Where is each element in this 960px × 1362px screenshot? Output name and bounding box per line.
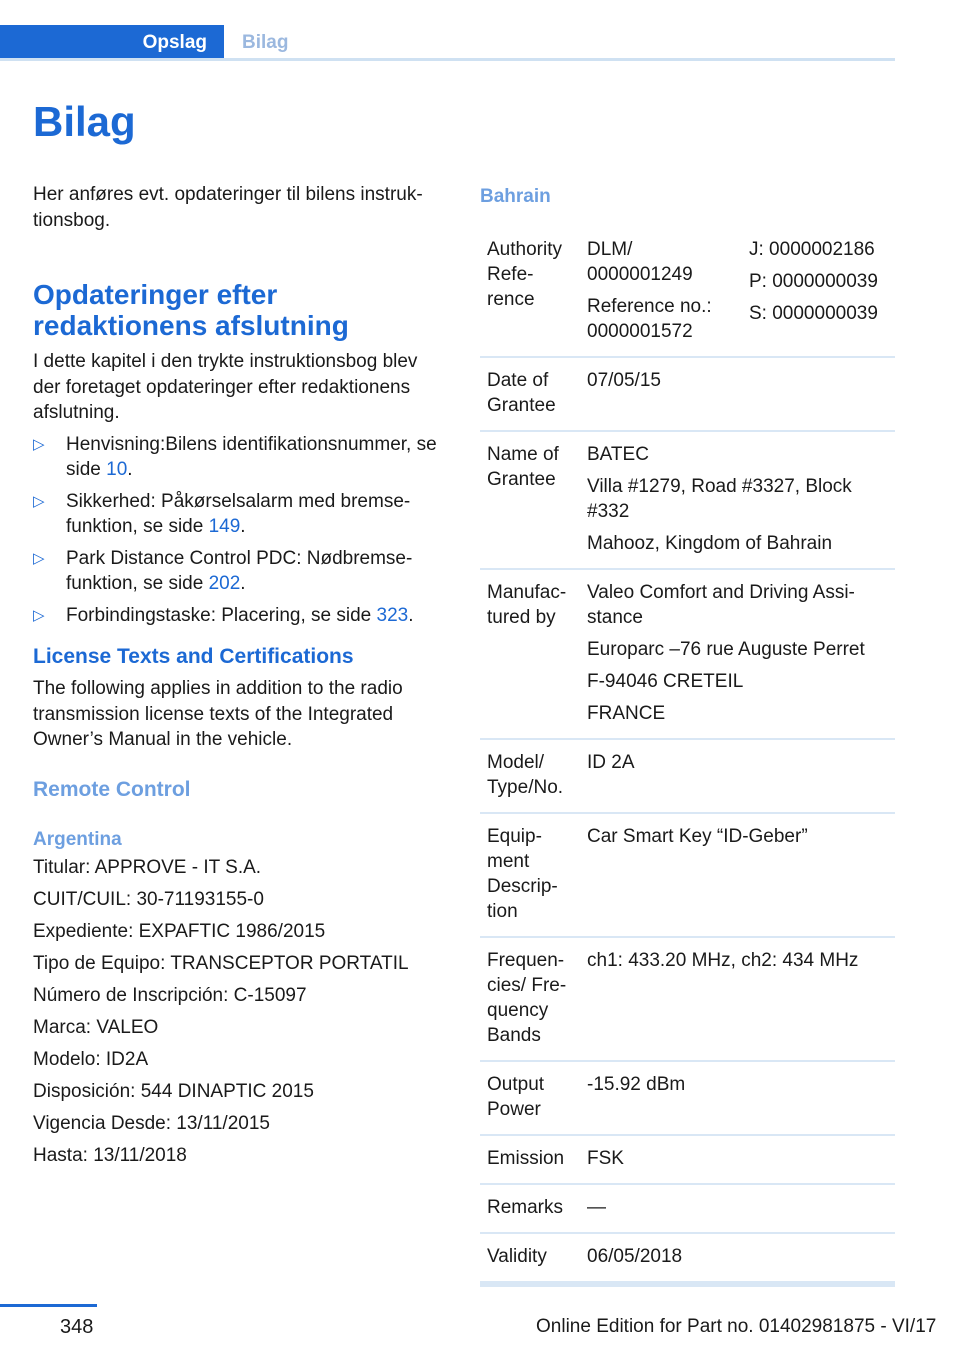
table-row bbox=[480, 227, 895, 357]
row-value: ch1: 433.20 MHz, ch2: 434 MHz bbox=[580, 937, 895, 1061]
argentina-line: CUIT/CUIL: 30-71193155-0 bbox=[33, 888, 264, 910]
triangle-icon: ▷ bbox=[33, 606, 45, 624]
list-item: ▷ Park Distance Control PDC: Nødbremsefunktion, se side 202. bbox=[33, 547, 413, 594]
table-row bbox=[480, 1233, 895, 1284]
argentina-line: Vigencia Desde: 13/11/2015 bbox=[33, 1112, 270, 1134]
license-heading: License Texts and Certifications bbox=[33, 645, 354, 668]
row-value: ID 2A bbox=[580, 739, 895, 813]
row-label: Validity bbox=[480, 1233, 580, 1284]
list-item: ▷ Henvisning:Bilens identifikationsnummer, se side 10. bbox=[33, 433, 437, 480]
argentina-line: Número de Inscripción: C-15097 bbox=[33, 984, 307, 1006]
table-row bbox=[480, 739, 895, 813]
row-label: Emission bbox=[480, 1135, 580, 1184]
updates-heading: Opdateringer efter redaktionens afslutning bbox=[33, 279, 349, 341]
table-row bbox=[480, 357, 895, 431]
row-value: FSK bbox=[580, 1135, 895, 1184]
bahrain-heading: Bahrain bbox=[480, 186, 551, 207]
tab-opslag[interactable]: Opslag bbox=[0, 25, 224, 61]
table-row bbox=[480, 1135, 895, 1184]
row-label: Equipment Description bbox=[480, 813, 580, 937]
bahrain-table bbox=[480, 227, 895, 1287]
table-row bbox=[480, 431, 895, 569]
page-link[interactable]: 149 bbox=[208, 516, 241, 537]
argentina-line: Titular: APPROVE - IT S.A. bbox=[33, 856, 262, 878]
tab-underline bbox=[0, 58, 895, 61]
triangle-icon: ▷ bbox=[33, 492, 45, 510]
table-row bbox=[480, 1184, 895, 1233]
row-value: Car Smart Key “ID-Geber” bbox=[580, 813, 895, 937]
table-row bbox=[480, 1061, 895, 1135]
row-label: Date of Grantee bbox=[480, 357, 580, 431]
row-label: Frequencies/ Frequency Bands bbox=[480, 937, 580, 1061]
list-item: ▷ Sikkerhed: Påkørselsalarm med bremsefunktion, se side 149. bbox=[33, 490, 411, 537]
row-value: 06/05/2018 bbox=[580, 1233, 895, 1284]
row-value: DLM/ 0000001249 Reference no.: 0000001572 bbox=[580, 227, 742, 357]
intro-text: Her anføres evt. opdateringer til bilens instruktionsbog. bbox=[33, 184, 423, 231]
row-value: — bbox=[580, 1184, 895, 1233]
updates-list bbox=[33, 432, 445, 629]
argentina-details bbox=[33, 852, 445, 1172]
argentina-line: Modelo: ID2A bbox=[33, 1048, 149, 1070]
argentina-line: Disposición: 544 DINAPTIC 2015 bbox=[33, 1080, 314, 1102]
argentina-line: Tipo de Equipo: TRANSCEPTOR PORTATIL bbox=[33, 952, 409, 974]
remote-control-heading: Remote Control bbox=[33, 777, 191, 801]
page-link[interactable]: 323 bbox=[376, 604, 409, 626]
page-link[interactable]: 10 bbox=[106, 459, 128, 480]
row-value: Valeo Comfort and Driving Assistance Europarc –76 rue Auguste Perret F-94046 CRETEIL FRANCE bbox=[580, 569, 895, 739]
row-value: J: 0000002186 P: 0000000039 S: 0000000039 bbox=[742, 227, 895, 357]
triangle-icon: ▷ bbox=[33, 435, 45, 453]
list-item: ▷ Forbindingstaske: Placering, se side 323. bbox=[33, 603, 445, 629]
row-value: BATEC Villa #1279, Road #3327, Block #332 Mahooz, Kingdom of Bahrain bbox=[580, 431, 895, 569]
row-label: Authority Reference bbox=[480, 227, 580, 357]
updates-text: I dette kapitel i den trykte instruktionsbog blev der foretaget opdateringer efter redaktionens afslutning. bbox=[33, 351, 418, 423]
page-link[interactable]: 202 bbox=[208, 573, 241, 594]
table-row bbox=[480, 937, 895, 1061]
page-title: Bilag bbox=[33, 98, 136, 145]
row-label: Name of Grantee bbox=[480, 431, 580, 569]
footer-rule bbox=[0, 1304, 97, 1307]
tab-bilag[interactable]: Bilag bbox=[242, 32, 289, 53]
argentina-heading: Argentina bbox=[33, 828, 122, 850]
row-label: Manufactured by bbox=[480, 569, 580, 739]
triangle-icon: ▷ bbox=[33, 549, 45, 567]
table-row bbox=[480, 813, 895, 937]
license-text: The following applies in addition to the radio transmission license texts of the Integrated Owner’s Manual in the vehicle. bbox=[33, 678, 403, 750]
tab-bar bbox=[0, 25, 895, 61]
table-row bbox=[480, 569, 895, 739]
argentina-line: Expediente: EXPAFTIC 1986/2015 bbox=[33, 920, 326, 942]
row-label: Remarks bbox=[480, 1184, 580, 1233]
argentina-line: Marca: VALEO bbox=[33, 1016, 159, 1038]
left-column bbox=[33, 182, 445, 1172]
row-label: Model/ Type/No. bbox=[480, 739, 580, 813]
edition-text: Online Edition for Part no. 01402981875 - VI/17 bbox=[536, 1316, 937, 1337]
row-value: -15.92 dBm bbox=[580, 1061, 895, 1135]
argentina-line: Hasta: 13/11/2018 bbox=[33, 1144, 187, 1166]
row-value: 07/05/15 bbox=[580, 357, 895, 431]
page-number: 348 bbox=[60, 1316, 94, 1338]
row-label: Output Power bbox=[480, 1061, 580, 1135]
